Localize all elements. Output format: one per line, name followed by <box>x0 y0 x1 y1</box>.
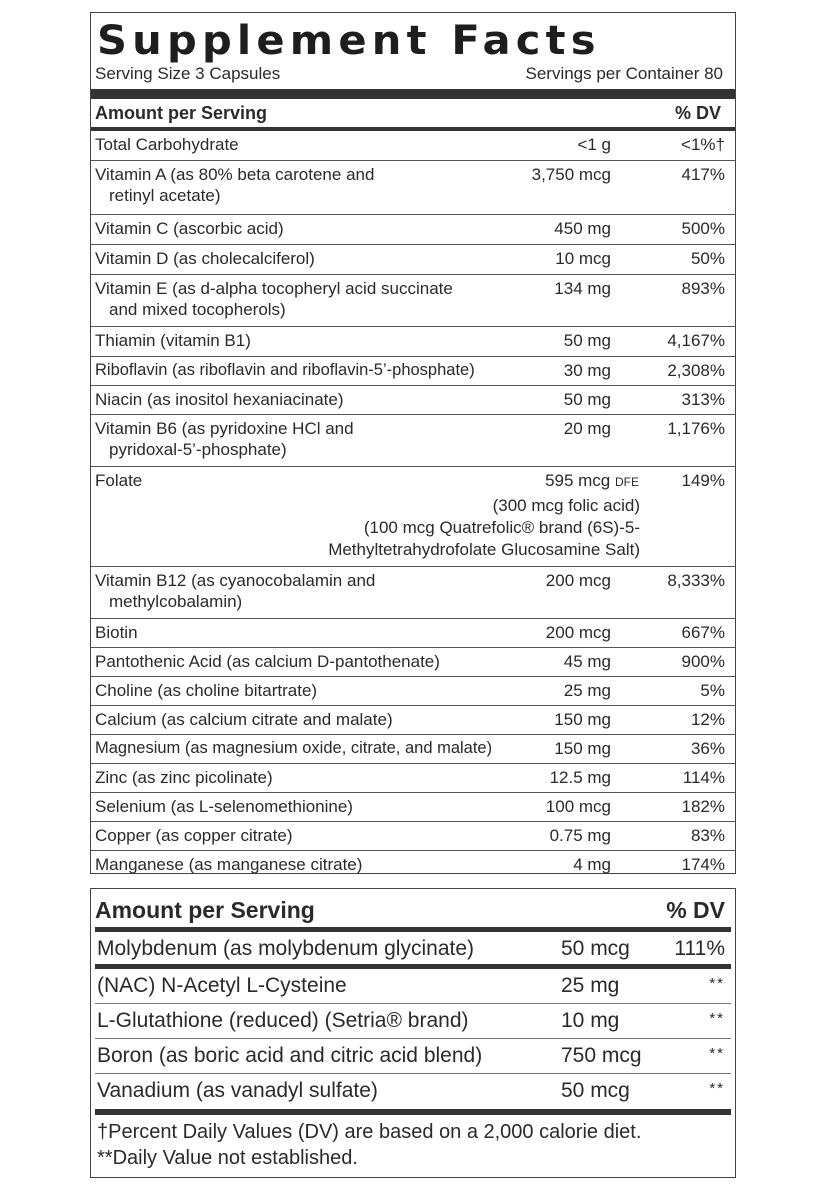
nutrient-row: Vitamin A (as 80% beta carotene and retinyl acetate) 3,750 mcg 417% <box>91 161 735 215</box>
nutrient-row: (NAC) N-Acetyl L-Cysteine 25 mg ** <box>95 969 731 1004</box>
nutrient-row: Vitamin D (as cholecalciferol) 10 mcg 50% <box>91 245 735 275</box>
nutrient-row: Vitamin E (as d-alpha tocopheryl acid succinate and mixed tocopherols) 134 mg 893% <box>91 275 735 327</box>
dv-header: % DV <box>674 103 721 123</box>
nutrient-row: Zinc (as zinc picolinate) 12.5 mg 114% <box>91 764 735 793</box>
nutrient-row: Vitamin B12 (as cyanocobalamin and methylcobalamin) 200 mcg 8,333% <box>91 567 735 619</box>
thick-divider <box>95 1109 731 1115</box>
supplement-facts-panel <box>90 12 736 874</box>
nutrient-row-folate: Folate 595 mcg DFE 149% (300 mcg folic acid) (100 mcg Quatrefolic® brand (6S)-5- Methyltetrahydrofolate Glucosamine Salt) <box>91 467 735 567</box>
nutrient-row: Molybdenum (as molybdenum glycinate) 50 mcg 111% <box>97 937 725 960</box>
nutrient-row: Vitamin B6 (as pyridoxine HCl and pyridoxal-5’-phosphate) 20 mg 1,176% <box>91 415 735 467</box>
amount-header: Amount per Serving <box>95 103 268 123</box>
serving-size: Serving Size 3 Capsules <box>95 64 281 83</box>
nutrient-row: Choline (as choline bitartrate) 25 mg 5% <box>91 677 735 706</box>
folate-note: Methyltetrahydrofolate Glucosamine Salt) <box>328 540 640 559</box>
nutrient-row: Thiamin (vitamin B1) 50 mg 4,167% <box>91 327 735 357</box>
nutrient-row: Selenium (as L-selenomethionine) 100 mcg 182% <box>91 793 735 822</box>
nutrient-row: Vanadium (as vanadyl sulfate) 50 mcg ** <box>97 1079 725 1102</box>
folate-note: (100 mcg Quatrefolic® brand (6S)-5- <box>363 518 640 537</box>
nutrient-row: Copper (as copper citrate) 0.75 mg 83% <box>91 822 735 851</box>
supplement-facts-panel-2 <box>90 888 736 1178</box>
nutrient-row: Vitamin C (ascorbic acid) 450 mg 500% <box>91 215 735 245</box>
nutrient-row: Boron (as boric acid and citric acid blend) 750 mcg ** <box>95 1039 731 1074</box>
column-header <box>95 895 731 925</box>
thick-divider <box>91 89 735 99</box>
dv-header: % DV <box>666 897 725 923</box>
column-header <box>95 101 727 125</box>
amount-header: Amount per Serving <box>95 897 315 923</box>
nutrient-row: Calcium (as calcium citrate and malate) 150 mg 12% <box>91 706 735 735</box>
nutrient-row: Pantothenic Acid (as calcium D-pantothenate) 45 mg 900% <box>91 648 735 677</box>
nutrient-row: Niacin (as inositol hexaniacinate) 50 mg 313% <box>91 386 735 415</box>
nutrient-row: Biotin 200 mcg 667% <box>91 619 735 648</box>
footnote-not-established: **Daily Value not established. <box>97 1147 358 1169</box>
footnote-dv: †Percent Daily Values (DV) are based on a 2,000 calorie diet. <box>97 1121 642 1143</box>
folate-note: (300 mcg folic acid) <box>492 496 640 515</box>
nutrient-row: L-Glutathione (reduced) (Setria® brand) 10 mg ** <box>95 1004 731 1039</box>
nutrient-row: Riboflavin (as riboflavin and riboflavin-5’-phosphate) 30 mg 2,308% <box>91 357 735 386</box>
nutrient-row: Magnesium (as magnesium oxide, citrate, and malate) 150 mg 36% <box>91 735 735 764</box>
nutrient-row: Manganese (as manganese citrate) 4 mg 174% <box>95 855 725 874</box>
nutrient-row: Total Carbohydrate <1 g <1%† <box>91 131 735 161</box>
serving-info <box>95 63 727 85</box>
panel-title: Supplement Facts <box>97 18 601 64</box>
servings-per-container: Servings per Container 80 <box>525 64 723 83</box>
